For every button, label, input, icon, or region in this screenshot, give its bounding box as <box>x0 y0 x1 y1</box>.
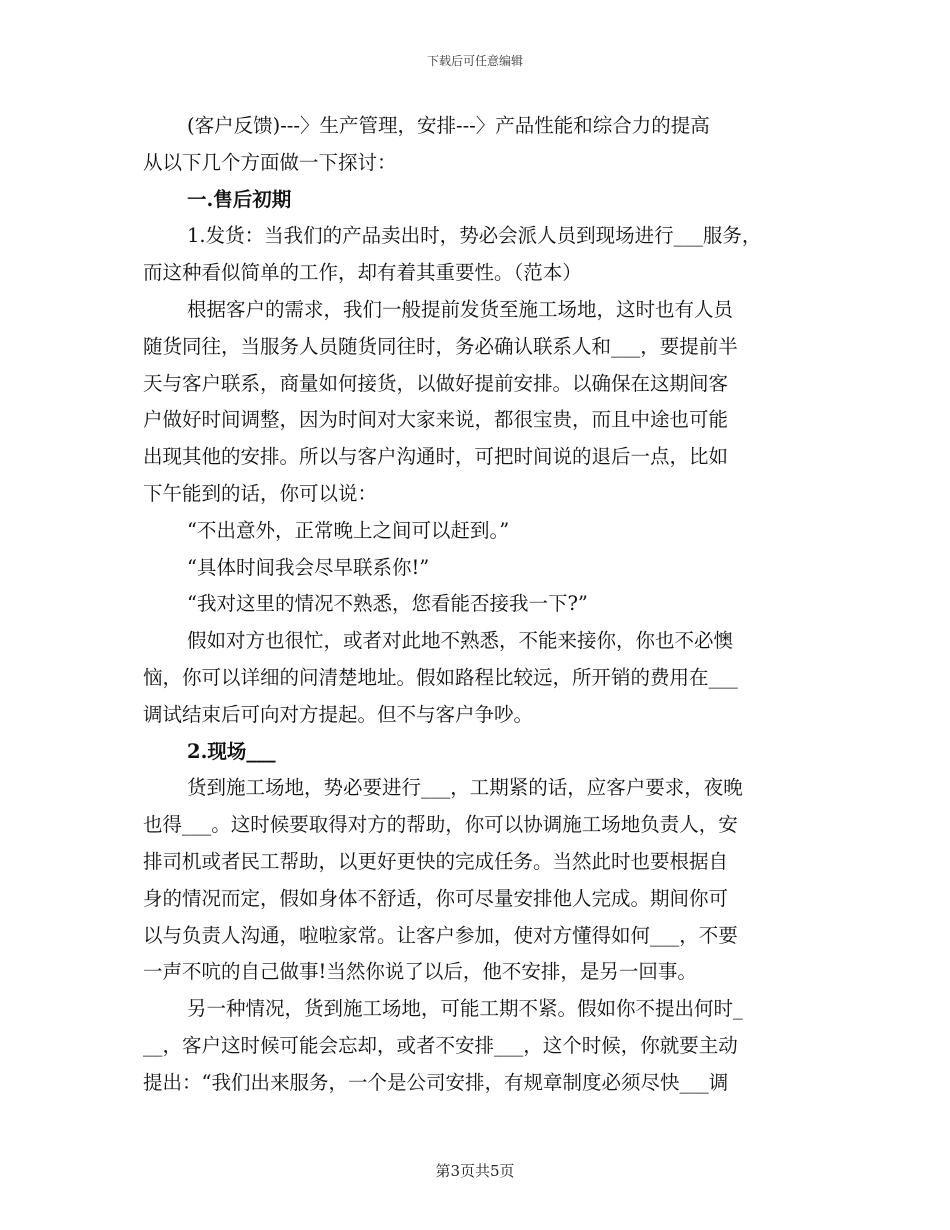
text-line: “我对这里的情况不熟悉，您看能否接我一下?” <box>187 592 588 616</box>
section-heading: 2.现场___ <box>187 739 276 763</box>
text-line: __，客户这时候可能会忘却，或者不安排___，这个时候，你就要主动 <box>143 1033 738 1057</box>
section-heading: 一.售后初期 <box>187 187 292 211</box>
text-line: 从以下几个方面做一下探讨： <box>143 150 397 174</box>
text-line: 随货同往，当服务人员随货同往时，务必确认联系人和___，要提前半 <box>143 334 738 358</box>
page-header: 下载后可任意编辑 <box>426 54 523 68</box>
text-line: 下午能到的话，你可以说： <box>143 481 378 505</box>
page-footer: 第3页共5页 <box>435 1162 515 1180</box>
text-line: 假如对方也很忙，或者对此地不熟悉，不能来接你，你也不必懊 <box>187 629 734 653</box>
text-line: 身的情况而定，假如身体不舒适，你可尽量安排他人完成。期间你可 <box>143 886 729 910</box>
text-line: 而这种看似简单的工作，却有着其重要性。（范本） <box>143 261 582 285</box>
text-line: “不出意外，正常晚上之间可以赶到。” <box>187 518 510 542</box>
text-line: 以与负责人沟通，啦啦家常。让客户参加，使对方懂得如何___，不要 <box>143 923 738 947</box>
text-line: “具体时间我会尽早联系你!” <box>187 555 430 579</box>
document-body <box>143 108 808 1102</box>
text-line: 货到施工场地，势必要进行___，工期紧的话，应客户要求，夜晚 <box>187 776 743 800</box>
text-line: 另一种情况，货到施工场地，可能工期不紧。假如你不提出何时_ <box>187 997 743 1021</box>
text-line: 排司机或者民工帮助，以更好更快的完成任务。当然此时也要根据自 <box>143 849 729 873</box>
text-line: 调试结束后可向对方提起。但不与客户争吵。 <box>143 702 534 726</box>
text-line: 一声不吭的自己做事!当然你说了以后，他不安排，是另一回事。 <box>143 960 697 984</box>
text-line: 也得___。这时候要取得对方的帮助，你可以协调施工场地负责人，安 <box>143 813 738 837</box>
text-line: 恼，你可以详细的问清楚地址。假如路程比较远，所开销的费用在___ <box>143 665 738 689</box>
text-line: (客户反馈)---〉生产管理，安排---〉产品性能和综合力的提高 <box>187 114 710 137</box>
text-line: 天与客户联系，商量如何接货，以做好提前安排。以确保在这期间客 <box>143 371 729 395</box>
text-line: 根据客户的需求，我们一般提前发货至施工场地，这时也有人员 <box>187 297 734 321</box>
text-line: 提出：“我们出来服务，一个是公司安排，有规章制度必须尽快___调 <box>143 1070 729 1094</box>
text-line: 出现其他的安排。所以与客户沟通时，可把时间说的退后一点，比如 <box>143 445 729 469</box>
text-line: 1.发货：当我们的产品卖出时，势必会派人员到现场进行___服务， <box>187 224 762 248</box>
text-line: 户做好时间调整，因为时间对大家来说，都很宝贵，而且中途也可能 <box>143 408 729 432</box>
